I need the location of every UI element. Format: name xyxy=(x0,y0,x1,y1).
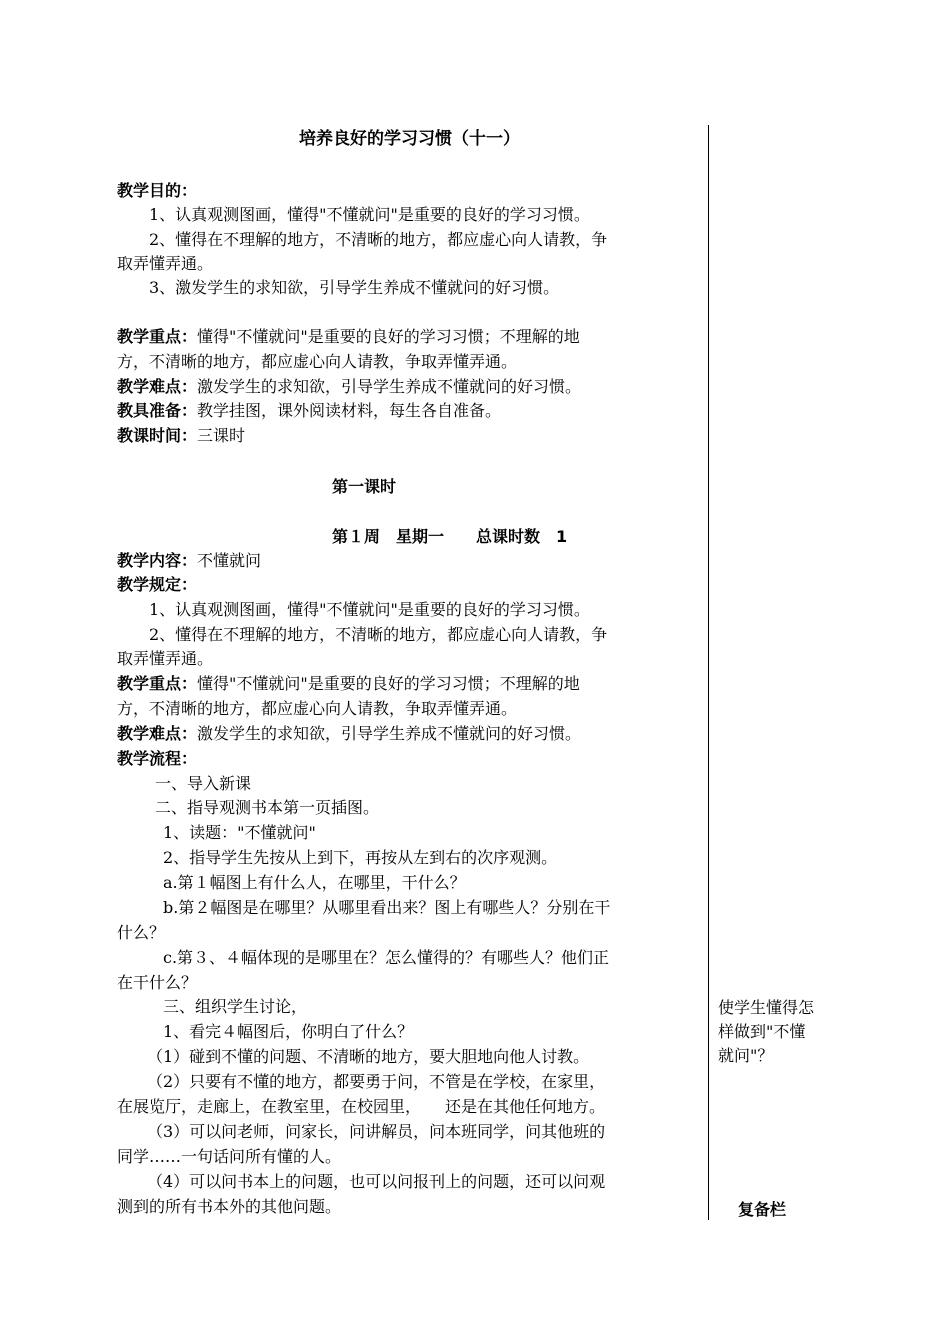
focus-line: 方，不清晰的地方，都应虚心向人请教，争取弄懂弄通。 xyxy=(117,352,518,371)
process-line: 测到的所有书本外的其他问题。 xyxy=(117,1197,342,1216)
req-label: 教学规定： xyxy=(117,575,198,594)
week-line: 第１周 星期一 总课时数 1 xyxy=(332,527,568,546)
process-line: 二、指导观测书本第一页插图。 xyxy=(155,798,380,817)
side-note-line: 使学生懂得怎 xyxy=(718,998,815,1017)
process-line: c.第３、４幅体现的是哪里在？怎么懂得的？有哪些人？他们正 xyxy=(163,948,610,967)
content-label: 教学内容： xyxy=(117,551,198,570)
focus-label: 教学重点： xyxy=(117,327,198,346)
document-title: 培养良好的学习习惯（十一） xyxy=(299,129,520,149)
focus2-label: 教学重点： xyxy=(117,674,198,693)
difficulty2-line xyxy=(117,723,702,745)
goal-line: 2、懂得在不理解的地方，不清晰的地方，都应虚心向人请教，争 xyxy=(149,230,608,249)
lesson-title: 第一课时 xyxy=(332,477,397,496)
process-line: 三、组织学生讨论， xyxy=(163,997,308,1016)
goal-line: 3、激发学生的求知欲，引导学生养成不懂就问的好习惯。 xyxy=(149,278,560,297)
focus2-line: 方，不清晰的地方，都应虚心向人请教，争取弄懂弄通。 xyxy=(117,699,518,718)
process-line: （1）碰到不懂的问题、不清晰的地方，要大胆地向他人讨教。 xyxy=(147,1047,590,1066)
difficulty2-label: 教学难点： xyxy=(117,724,198,743)
goals-label: 教学目的： xyxy=(117,181,198,200)
process-line: （3）可以问老师，问家长，问讲解员，问本班同学，问其他班的 xyxy=(147,1122,606,1141)
process-line: b.第２幅图是在哪里？从哪里看出来？图上有哪些人？分别在干 xyxy=(163,898,611,917)
process-line: 在展览厅，走廊上，在教室里，在校园里， 还是在其他任何地方。 xyxy=(117,1097,606,1116)
focus2-text: 懂得"不懂就问"是重要的良好的学习习惯；不理解的地 xyxy=(197,674,580,693)
process-label: 教学流程： xyxy=(117,749,198,768)
difficulty-text: 激发学生的求知欲，引导学生养成不懂就问的好习惯。 xyxy=(197,377,582,396)
focus-text: 懂得"不懂就问"是重要的良好的学习习惯；不理解的地 xyxy=(197,327,580,346)
process-line: 什么？ xyxy=(117,923,166,942)
tools-label: 教具准备： xyxy=(117,401,198,420)
content-line xyxy=(117,550,702,572)
goal-line: 取弄懂弄通。 xyxy=(117,254,214,273)
column-divider xyxy=(708,125,709,1220)
time-text: 三课时 xyxy=(197,426,246,445)
tools-line xyxy=(117,400,702,422)
process-line: 2、指导学生先按从上到下，再按从左到右的次序观测。 xyxy=(163,848,558,867)
focus-line xyxy=(117,326,702,348)
time-line xyxy=(117,425,702,447)
side-note xyxy=(718,996,848,1068)
process-line: （4）可以问书本上的问题，也可以问报刊上的问题，还可以问观 xyxy=(147,1172,606,1191)
process-line: 在干什么？ xyxy=(117,973,198,992)
content-text: 不懂就问 xyxy=(197,551,262,570)
process-line: （2）只要有不懂的地方，都要勇于问，不管是在学校，在家里， xyxy=(147,1072,606,1091)
focus2-line xyxy=(117,673,702,695)
side-note-line: 就问"？ xyxy=(718,1046,774,1065)
goal-line: 1、认真观测图画，懂得"不懂就问"是重要的良好的学习习惯。 xyxy=(149,205,590,224)
side-note-line: 样做到"不懂 xyxy=(718,1022,806,1041)
process-line: a.第１幅图上有什么人，在哪里，干什么？ xyxy=(163,873,466,892)
difficulty-label: 教学难点： xyxy=(117,377,198,396)
tools-text: 教学挂图，课外阅读材料，每生各自准备。 xyxy=(197,401,502,420)
req-line: 1、认真观测图画，懂得"不懂就问"是重要的良好的学习习惯。 xyxy=(149,600,590,619)
process-line: 一、导入新课 xyxy=(155,774,252,793)
difficulty2-text: 激发学生的求知欲，引导学生养成不懂就问的好习惯。 xyxy=(197,724,582,743)
process-line: 1、看完４幅图后，你明白了什么？ xyxy=(163,1022,414,1041)
process-line: 同学……一句话问所有懂的人。 xyxy=(117,1147,342,1166)
review-column-label: 复备栏 xyxy=(738,1200,787,1219)
req-line: 取弄懂弄通。 xyxy=(117,649,214,668)
process-line: 1、读题："不懂就问" xyxy=(163,823,316,842)
time-label: 教课时间： xyxy=(117,426,198,445)
req-line: 2、懂得在不理解的地方，不清晰的地方，都应虚心向人请教，争 xyxy=(149,625,608,644)
difficulty-line xyxy=(117,376,702,398)
